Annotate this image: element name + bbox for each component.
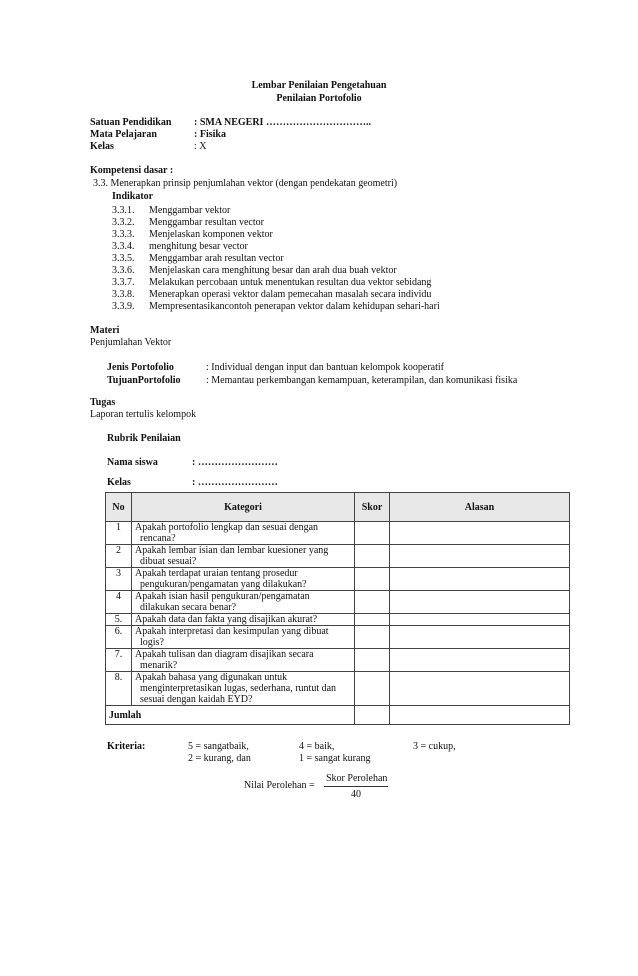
col-header-skor: Skor: [355, 493, 390, 522]
indikator-num: 3.3.3.: [112, 229, 135, 240]
table-header-row: [106, 493, 570, 522]
row-no: 7.: [106, 649, 132, 672]
row-no: 8.: [106, 672, 132, 706]
kategori-line: rencana?: [140, 533, 176, 544]
row-no: 2: [106, 545, 132, 568]
rubrik-heading: Rubrik Penilaian: [107, 433, 181, 444]
kategori-line: dilakukan secara benar?: [140, 602, 237, 613]
kelas-label: Kelas: [107, 477, 131, 488]
kategori-line: Apakah tulisan dan diagram disajikan secara: [135, 649, 314, 660]
col-header-no: No: [106, 493, 132, 522]
info-label-satuan: Satuan Pendidikan: [90, 117, 172, 128]
info-label-mapel: Mata Pelajaran: [90, 129, 157, 140]
indikator-text: Melakukan percobaan untuk menentukan resultan dua vektor sebidang: [149, 277, 432, 288]
alasan-cell[interactable]: [390, 522, 570, 545]
portofolio-jenis-label: Jenis Portofolio: [107, 362, 174, 373]
kategori-line: Apakah isian hasil pengukuran/pengamatan: [135, 591, 310, 602]
table-row: [106, 591, 570, 614]
portofolio-tujuan-label: TujuanPortofolio: [107, 375, 181, 386]
page-title: Lembar Penilaian Pengetahuan: [251, 80, 387, 91]
alasan-cell[interactable]: [390, 591, 570, 614]
row-no: 5.: [106, 614, 132, 626]
indikator-text: Menjelaskan komponen vektor: [149, 229, 273, 240]
indikator-num: 3.3.4.: [112, 241, 135, 252]
formula-denominator: 40: [351, 789, 361, 800]
kategori-line: sesuai dengan kaidah EYD?: [140, 694, 253, 705]
indikator-num: 3.3.8.: [112, 289, 135, 300]
portofolio-jenis-value: : Individual dengan input dan bantuan kelompok kooperatif: [206, 362, 444, 373]
indikator-text: Menggambar resultan vector: [149, 217, 264, 228]
col-header-alasan: Alasan: [390, 493, 570, 522]
skor-cell[interactable]: [355, 672, 390, 706]
info-value-satuan: : SMA NEGERI …………………………..: [194, 117, 371, 128]
kategori-line: Apakah interpretasi dan kesimpulan yang dibuat: [135, 626, 329, 637]
indikator-num: 3.3.2.: [112, 217, 135, 228]
kategori-line: Apakah bahasa yang digunakan untuk: [135, 672, 288, 683]
info-value-mapel: : Fisika: [194, 129, 226, 140]
row-kategori: [132, 672, 355, 706]
table-row: [106, 522, 570, 545]
skor-cell[interactable]: [355, 614, 390, 626]
kriteria-item: 1 = sangat kurang: [299, 753, 371, 764]
indikator-num: 3.3.5.: [112, 253, 135, 264]
skor-cell[interactable]: [355, 568, 390, 591]
kategori-line: menginterpretasikan lugas, sederhana, runtut dan: [140, 683, 337, 694]
materi-text: Penjumlahan Vektor: [90, 337, 172, 348]
indikator-num: 3.3.7.: [112, 277, 135, 288]
page-subtitle: Penilaian Portofolio: [276, 93, 362, 104]
kriteria-item: 2 = kurang, dan: [188, 753, 251, 764]
indikator-text: Mempresentasikancontoh penerapan vektor dalam kehidupan sehari-hari: [149, 301, 440, 312]
kriteria-item: 3 = cukup,: [413, 741, 456, 752]
indikator-heading: Indikator: [112, 191, 154, 202]
indikator-text: Menjelaskan cara menghitung besar dan arah dua buah vektor: [149, 265, 397, 276]
table-row: [106, 626, 570, 649]
skor-cell[interactable]: [355, 626, 390, 649]
tugas-heading: Tugas: [90, 397, 116, 408]
portofolio-tujuan-value: : Memantau perkembangan kemampuan, keterampilan, dan komunikasi fisika: [206, 375, 518, 386]
row-kategori: [132, 545, 355, 568]
table-row-jumlah: [106, 706, 570, 725]
row-no: 3: [106, 568, 132, 591]
row-no: 1: [106, 522, 132, 545]
table-row: [106, 672, 570, 706]
row-kategori: [132, 626, 355, 649]
kompetensi-dasar: 3.3. Menerapkan prinsip penjumlahan vektor (dengan pendekatan geometri): [93, 178, 398, 189]
tugas-text: Laporan tertulis kelompok: [90, 409, 197, 420]
kategori-line: menarik?: [140, 660, 178, 671]
jumlah-skor-cell[interactable]: [355, 706, 390, 725]
row-kategori: [132, 614, 355, 626]
indikator-num: 3.3.9.: [112, 301, 135, 312]
kategori-line: Apakah lembar isian dan lembar kuesioner yang: [135, 545, 329, 556]
kompetensi-heading: Kompetensi dasar :: [90, 165, 174, 176]
kategori-line: pengukuran/pengamatan yang dilakukan?: [140, 579, 307, 590]
kriteria-item: 4 = baik,: [299, 741, 335, 752]
kelas-field: : ……………………: [192, 477, 278, 488]
col-header-kategori: Kategori: [132, 493, 355, 522]
info-value-kelas: : X: [194, 141, 207, 152]
indikator-num: 3.3.6.: [112, 265, 135, 276]
table-row: [106, 568, 570, 591]
skor-cell[interactable]: [355, 591, 390, 614]
nama-siswa-label: Nama siswa: [107, 457, 158, 468]
table-row: [106, 614, 570, 626]
info-label-kelas: Kelas: [90, 141, 114, 152]
indikator-text: Menggambar vektor: [149, 205, 231, 216]
kategori-line: Apakah terdapat uraian tentang prosedur: [135, 568, 298, 579]
fraction-line: [324, 786, 388, 787]
materi-heading: Materi: [90, 325, 120, 336]
alasan-cell[interactable]: [390, 568, 570, 591]
table-row: [106, 545, 570, 568]
nama-siswa-field: : ……………………: [192, 457, 278, 468]
rubrik-table: [105, 492, 570, 725]
indikator-text: Menerapkan operasi vektor dalam pemecahan masalah secara individu: [149, 289, 432, 300]
alasan-cell[interactable]: [390, 649, 570, 672]
alasan-cell[interactable]: [390, 614, 570, 626]
kategori-line: dibuat sesuai?: [140, 556, 197, 567]
indikator-text: menghitung besar vector: [149, 241, 248, 252]
kriteria-item: 5 = sangatbaik,: [188, 741, 249, 752]
jumlah-label: Jumlah: [106, 706, 355, 725]
row-kategori: [132, 591, 355, 614]
row-kategori: [132, 649, 355, 672]
alasan-cell[interactable]: [390, 626, 570, 649]
formula-lhs: Nilai Perolehan =: [244, 780, 315, 791]
row-no: 4: [106, 591, 132, 614]
skor-cell[interactable]: [355, 522, 390, 545]
kategori-line: logis?: [140, 637, 164, 648]
alasan-cell[interactable]: [390, 545, 570, 568]
row-kategori: [132, 568, 355, 591]
kategori-line: Apakah portofolio lengkap dan sesuai dengan: [135, 522, 319, 533]
formula-numerator: Skor Perolehan: [326, 773, 388, 784]
jumlah-alasan-cell[interactable]: [390, 706, 570, 725]
row-no: 6.: [106, 626, 132, 649]
skor-cell[interactable]: [355, 649, 390, 672]
alasan-cell[interactable]: [390, 672, 570, 706]
kriteria-label: Kriteria:: [107, 741, 146, 752]
indikator-num: 3.3.1.: [112, 205, 135, 216]
row-kategori: [132, 522, 355, 545]
kategori-line: Apakah data dan fakta yang disajikan akurat?: [135, 614, 318, 625]
indikator-text: Menggambar arah resultan vector: [149, 253, 284, 264]
skor-cell[interactable]: [355, 545, 390, 568]
table-row: [106, 649, 570, 672]
